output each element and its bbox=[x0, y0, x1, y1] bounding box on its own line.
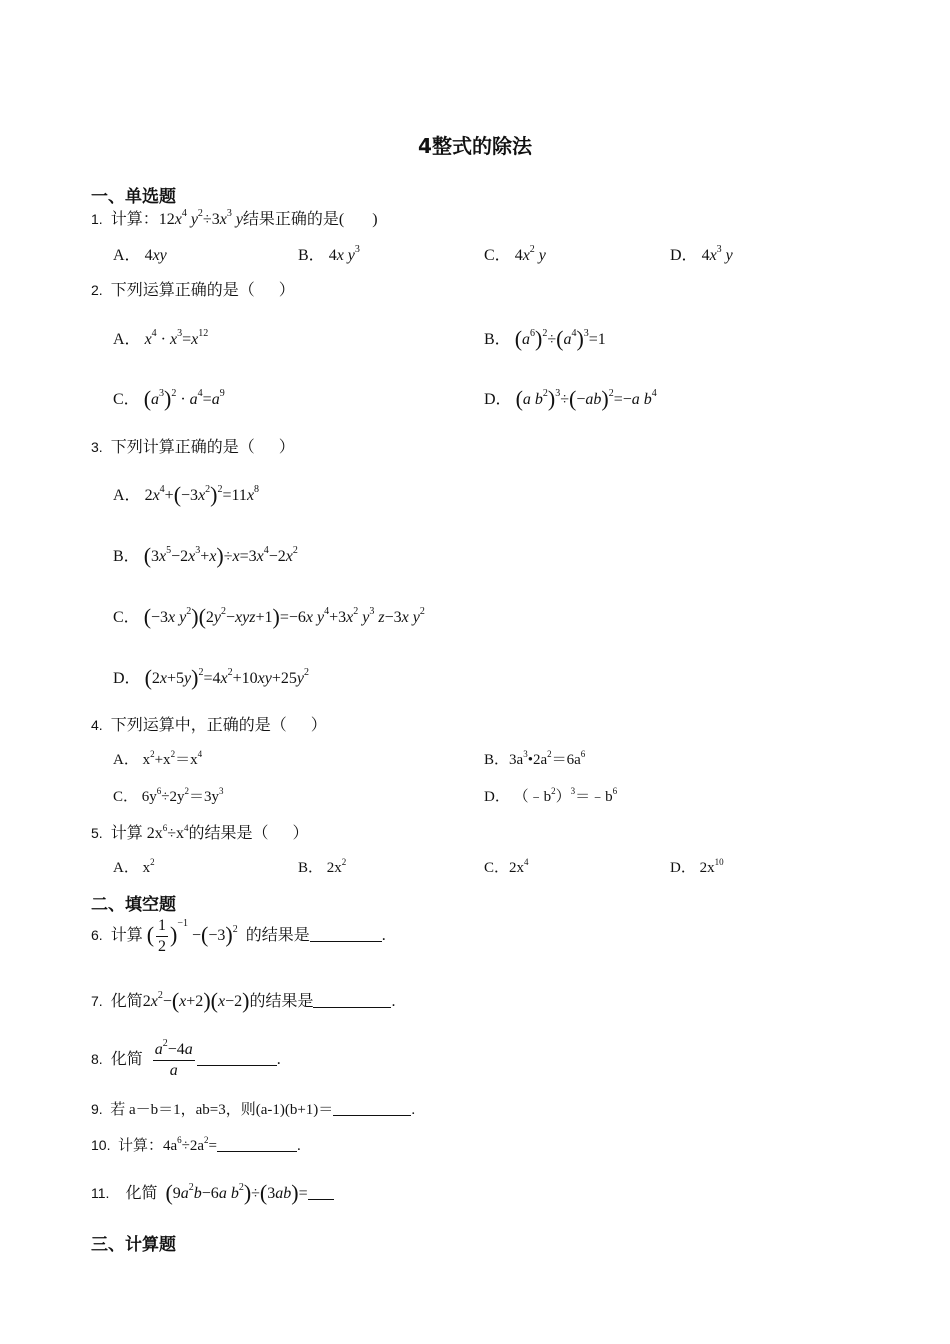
question-1-option-b: B． 4x $y^3$ bbox=[298, 244, 360, 264]
answer-blank-8[interactable] bbox=[197, 1065, 277, 1066]
question-3: 3. 下列计算正确的是（ ） bbox=[91, 439, 295, 456]
answer-blank-11[interactable] bbox=[308, 1199, 334, 1200]
question-5: 5. 计算 $2x^6\div x^4$的结果是（ ） bbox=[91, 823, 309, 842]
page-title: 4整式的除法 bbox=[418, 134, 532, 158]
question-1-prefix: 计算：12 bbox=[110, 211, 175, 228]
question-3-option-a: A． $2x^4+(-3x^2)^2=11x^8$ bbox=[113, 482, 260, 507]
question-5-option-d: D． $2x^{10}$ bbox=[670, 857, 724, 876]
question-7: 7. 化简$2x^2-(x+2)(x-2)$的结果是 . bbox=[91, 988, 396, 1013]
question-2-option-c: C． $(a^3)^2 \cdot a^4=a^9$ bbox=[113, 386, 225, 411]
question-3-option-b: B． $(3x^5-2x^3+x)\div x=3x^4-2x^2$ bbox=[113, 543, 298, 568]
question-5-option-a: A． $x^2$ bbox=[113, 857, 155, 876]
question-2-option-a: A． $x^4 \cdot x^3=x^{12}$ bbox=[113, 328, 209, 348]
question-1-option-a: A． 4xy bbox=[113, 247, 167, 264]
question-4-option-b: B．$3a^3•2a^2=6a^6$ bbox=[484, 749, 586, 768]
answer-blank-6[interactable] bbox=[310, 941, 382, 942]
question-4-option-d: D． $(﹣b^2)^3=﹣b^6$ bbox=[484, 786, 618, 805]
question-1-suffix: 结果正确的是( bbox=[242, 211, 345, 228]
question-2-option-d: D． (a $b^2)^3\div(-ab)^2=-a$ $b^4$ bbox=[484, 386, 657, 411]
question-10: 10. 计算：$4a^6\div 2a^2=$ . bbox=[91, 1135, 301, 1154]
question-4-option-a: A． $x^2+x^2=x^4$ bbox=[113, 749, 203, 768]
question-3-option-d: D． $(2x+5y)^2=4x^2+10xy+25y^2$ bbox=[113, 665, 309, 690]
question-1-option-d: D． $4x^3$ y bbox=[670, 244, 733, 264]
answer-blank-9[interactable] bbox=[333, 1115, 411, 1116]
question-1-option-c: C． $4x^2$ y bbox=[484, 244, 546, 264]
question-2: 2. 下列运算正确的是（ ） bbox=[91, 282, 295, 299]
question-4-option-c: C． $6y^6\div 2y^2=3y^3$ bbox=[113, 786, 224, 805]
question-1: 1. 计算：$12x^4$ $y^2\div 3x^3$ y结果正确的是( ) bbox=[91, 208, 378, 228]
question-11: 11. 化简 ($9a^2b-6a$ $b^2)\div(3ab)=$ bbox=[91, 1180, 334, 1206]
question-8: 8. 化简 $\frac{a^2-4a}{a}$ . bbox=[91, 1038, 281, 1079]
question-3-option-c: C． (−3x $y^2)(2y^2-xyz+1)=-6x$ $y^4+3x^2$ $y^3$ z−3x $y^2$ bbox=[113, 604, 425, 629]
question-9: 9. 若 a－b＝1，ab=3，则(a-1)(b+1)＝ . bbox=[91, 1101, 416, 1118]
question-5-option-c: C．$2x^4$ bbox=[484, 857, 529, 876]
question-4: 4. 下列运算中，正确的是（ ） bbox=[91, 717, 327, 734]
answer-blank-7[interactable] bbox=[313, 1007, 391, 1008]
section-heading-fill-blank: 二、填空题 bbox=[91, 895, 176, 915]
question-2-option-b: B． $(a^6)^2\div(a^4)^3=1$ bbox=[484, 326, 606, 351]
question-6: 6. 计算 ( $\frac{1}{2}$ )$^{-1} -(-3)^2$ 的结果是 . bbox=[91, 917, 386, 955]
question-5-option-b: B． $2x^2$ bbox=[298, 857, 347, 876]
section-heading-calculation: 三、计算题 bbox=[91, 1235, 176, 1255]
answer-blank-10[interactable] bbox=[217, 1151, 297, 1152]
section-heading-single-choice: 一、单选题 bbox=[91, 187, 176, 207]
